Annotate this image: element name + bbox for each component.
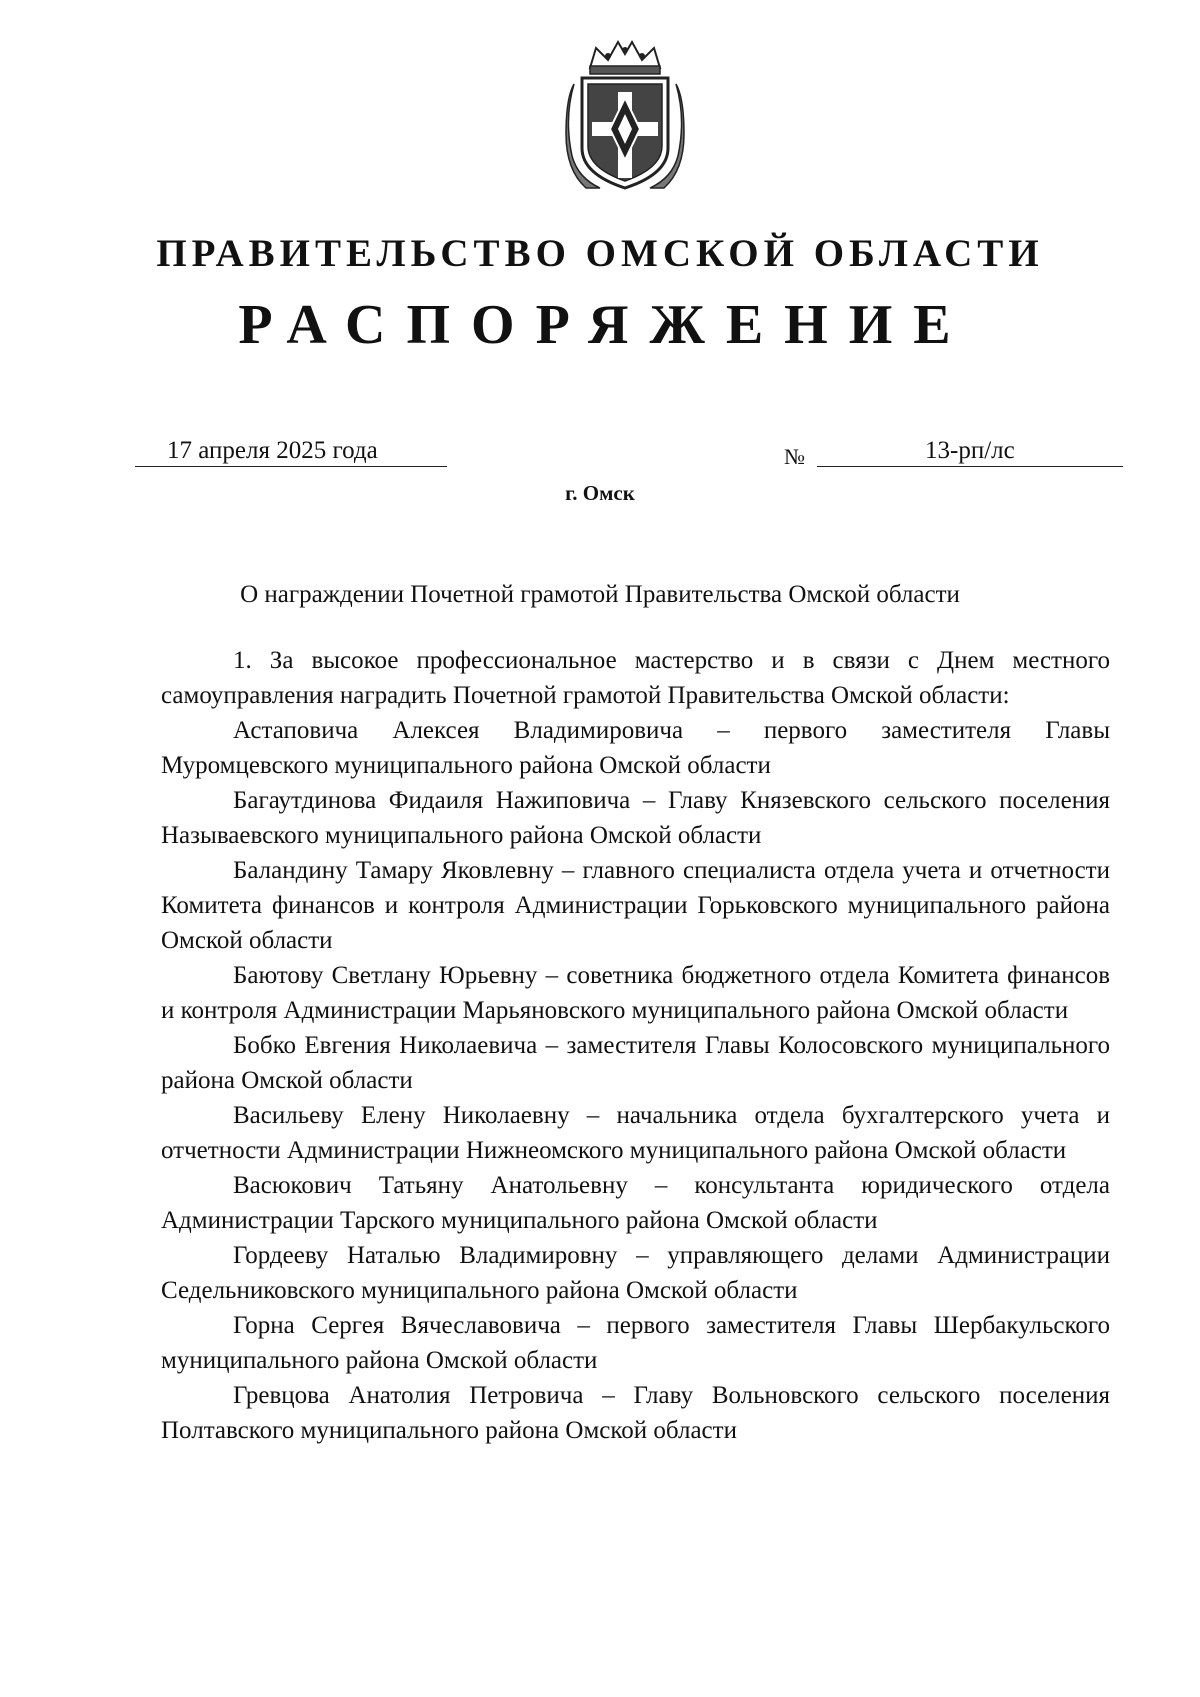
document-type-title: РАСПОРЯЖЕНИЕ — [238, 294, 972, 356]
awardee-item: Астаповича Алексея Владимировича – первого заместителя Главы Муромцевского муниципального района Омской области — [161, 717, 1110, 779]
awardee-item: Васюкович Татьяну Анатольевну – консультанта юридического отдела Администрации Тарского муниципального района Омской области — [161, 1172, 1110, 1234]
number-sign: № — [784, 444, 805, 469]
coat-of-arms-icon — [560, 38, 690, 196]
document-subject: О награждении Почетной грамотой Правительства Омской области — [240, 581, 960, 608]
awardee-item: Васильеву Елену Николаевну – начальника отдела бухгалтерского учета и отчетности Администрации Нижнеомского муниципального района Омской области — [161, 1102, 1110, 1164]
awardee-item: Баютову Светлану Юрьевну – советника бюджетного отдела Комитета финансов и контроля Администрации Марьяновского муниципального района Омской области — [161, 962, 1110, 1024]
document-date: 17 апреля 2025 года — [167, 437, 378, 464]
organization-title: ПРАВИТЕЛЬСТВО ОМСКОЙ ОБЛАСТИ — [156, 232, 1044, 275]
awardee-item: Горна Сергея Вячеславовича – первого заместителя Главы Шербакульского муниципального района Омской области — [161, 1312, 1110, 1374]
intro-paragraph: 1. За высокое профессиональное мастерство и в связи с Днем местного самоуправления наградить Почетной грамотой Правительства Омской области: — [161, 647, 1110, 709]
awardee-item: Багаутдинова Фидаиля Нажиповича – Главу Князевского сельского поселения Называевского муниципального района Омской области — [161, 787, 1110, 849]
awardee-item: Гордееву Наталью Владимировну – управляющего делами Администрации Седельниковского муниципального района Омской области — [161, 1242, 1110, 1304]
city-label: г. Омск — [565, 481, 635, 505]
document-number: 13-рп/лс — [925, 437, 1015, 464]
awardee-item: Баландину Тамару Яковлевну – главного специалиста отдела учета и отчетности Комитета финансов и контроля Администрации Горьковского муниципального района Омской области — [161, 857, 1110, 954]
awardee-item: Бобко Евгения Николаевича – заместителя Главы Колосовского муниципального района Омской области — [161, 1032, 1110, 1094]
number-field — [817, 436, 1123, 467]
document-body — [161, 643, 1110, 1448]
awardee-item: Гревцова Анатолия Петровича – Главу Вольновского сельского поселения Полтавского муниципального района Омской области — [161, 1382, 1110, 1444]
date-field — [135, 436, 447, 467]
